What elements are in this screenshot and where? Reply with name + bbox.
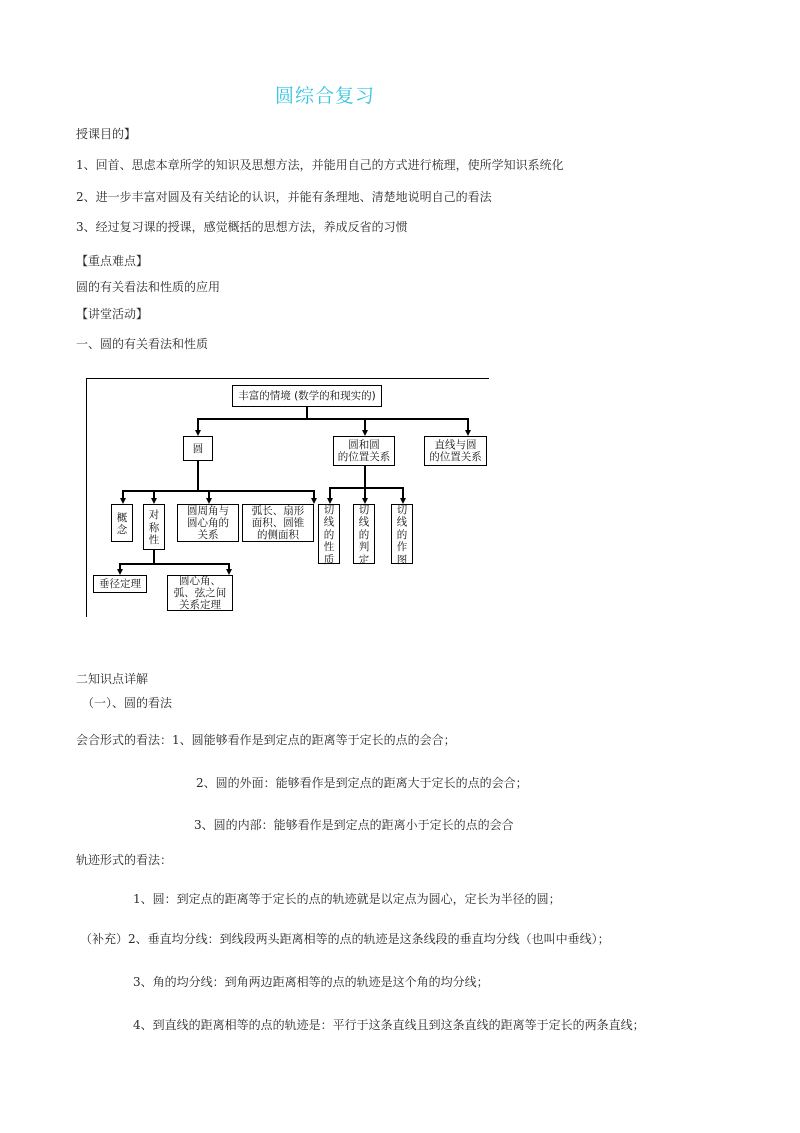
diagram-tangent-construct-box: 切线的作图 [391, 504, 413, 564]
locus-item-4: 4、到直线的距离相等的点的轨迹是：平行于这条直线且到这条直线的距离等于定长的两条直线； [133, 1018, 645, 1032]
set-definition-1: 会合形式的看法：1、圆能够看作是到定点的距离等于定长的点的会合； [76, 733, 456, 747]
diagram-tangent-property-box: 切线的性质 [318, 504, 340, 564]
diagram-perpendicular-theorem-box: 垂径定理 [93, 575, 147, 593]
diagram-central-angle-box: 圆心角、 弧、弦之间 关系定理 [167, 575, 233, 611]
diagram-circle-circle-box: 圆和圆 的位置关系 [333, 436, 395, 466]
concept-map-diagram [86, 378, 489, 617]
section1-heading: 一、圆的有关看法和性质 [76, 337, 209, 351]
section2-heading: 二知识点详解 [76, 672, 149, 686]
locus-item-1: 1、圆：到定点的距离等于定长的点的轨迹就是以定点为圆心，定长为半径的圆； [133, 892, 561, 906]
locus-heading: 轨迹形式的看法： [76, 853, 173, 867]
set-definition-3: 3、圆的内部：能够看作是到定点的距离小于定长的点的会合 [194, 818, 514, 832]
diagram-circle-box: 圆 [183, 436, 213, 461]
diagram-concept-box: 概念 [111, 504, 133, 542]
diagram-inscribed-angle-box: 圆周角与 圆心角的 关系 [177, 504, 239, 542]
locus-item-3: 3、角的均分线：到角两边距离相等的点的轨迹是这个角的均分线； [133, 975, 489, 989]
diagram-symmetry-box: 对称性 [143, 504, 165, 550]
objectives-heading: 授课目的】 [76, 127, 137, 141]
key-points-heading: 【重点难点】 [76, 254, 149, 268]
set-definition-2: 2、圆的外面：能够看作是到定点的距离大于定长的点的会合； [196, 776, 528, 790]
objective-item-2: 2、进一步丰富对圆及有关结论的认识，并能有条理地、清楚地说明自己的看法 [76, 190, 492, 204]
locus-item-2: （补充）2、垂直均分线：到线段两头距离相等的点的轨迹是这条线段的垂直均分线（也叫中垂线）； [80, 932, 610, 946]
diagram-root-box: 丰富的情境 (数学的和现实的) [232, 385, 382, 407]
section2-sub1: （一）、圆的看法 [82, 696, 173, 710]
page-title: 圆综合复习 [275, 85, 376, 107]
objective-item-1: 1、回首、思虑本章所学的知识及思想方法，并能用自己的方式进行梳理，使所学知识系统化 [76, 158, 564, 172]
activity-heading: 【讲堂活动】 [76, 307, 149, 321]
diagram-arc-area-box: 弧长、扇形 面积、圆锥 的侧面积 [242, 504, 314, 542]
objective-item-3: 3、经过复习课的授课，感觉概括的思想方法，养成反省的习惯 [76, 220, 408, 234]
diagram-tangent-judge-box: 切线的判定 [353, 504, 375, 564]
key-points-text: 圆的有关看法和性质的应用 [76, 280, 221, 294]
diagram-line-circle-box: 直线与圆 的位置关系 [424, 436, 487, 466]
